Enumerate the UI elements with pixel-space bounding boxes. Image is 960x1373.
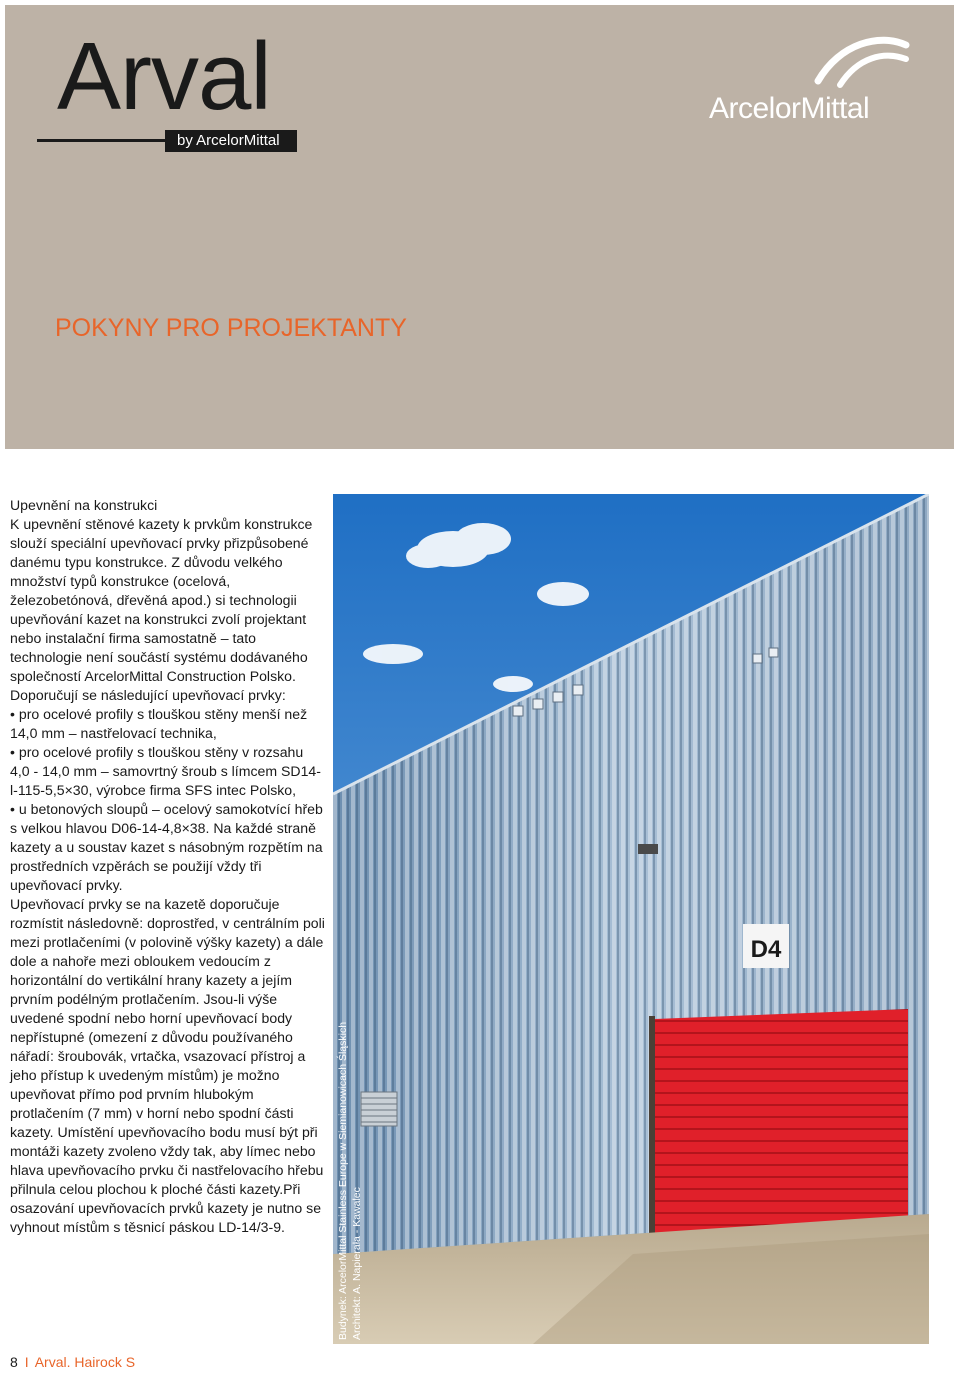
page-footer: [10, 1353, 135, 1371]
arcelormittal-wordmark: ArcelorMittal: [709, 92, 870, 125]
paragraph-placement: Upevňovací prvky se na kazetě doporučuje rozmístit následovně: doprostřed, v centrálním poli mezi protlačeními (v polovině výšky kazety) a dále dole a nahoře mezi obloukem vedoucím z horizontální do vertikální hrany kazety a jejím prvním podélným protlačením. Jsou-li výše uvedené spodní nebo horní upevňovací body nepřístupné (omezení z důvodu používaného nářadí: šroubovák, vrtačka, vsazovací přístroj a jeho přístup k uvedeným místům) je možno upevňovat přímo pod prvním hlubokým protlačením (7 mm) v horní nebo spodní části kazety. Umístění upevňovacího bodu musí být při montáži kazety zvoleno vždy tak, aby límec nebo hlava upevňovacího prvku či nastřelovacího hřebu přilnula celou plochou k ploché části kazety.Při osazování upevňovacích prvků kazety je nutno se vyhnout místům s těsnicí páskou LD-14/3-9.: [10, 896, 325, 1235]
footer-label: Arval. Hairock S: [34, 1354, 136, 1370]
paragraph-recommendation: Doporučují se následující upevňovací prvky:: [10, 687, 286, 703]
bullet-item: • pro ocelové profily s tlouškou stěny menší než 14,0 mm – nastřelovací technika,: [10, 706, 308, 741]
section-title: POKYNY PRO PROJEKTANTY: [55, 314, 407, 342]
page-number: 8: [10, 1354, 18, 1370]
caption-building: Budynek: ArcelorMittal Stainless Europe w Siemianowicach Śląskich: [337, 1021, 349, 1340]
photo-caption: [336, 1010, 364, 1340]
paragraph-intro: K upevnění stěnové kazety k prvkům konstrukce slouží speciální upevňovací prvky přizpůsobené danému typu konstrukce. Z důvodu velkého množství typů konstrukce (ocelová, železobetónová, dřevěná apod.) si technologii upevňování kazet na konstrukci zvolí projektant nebo instalační firma samostatně – tato technologie není součástí systému dodávaného společností ArcelorMittal Construction Polsko.: [10, 516, 313, 684]
arcelormittal-swoosh-icon: [810, 33, 910, 93]
bullet-item: • u betonových sloupů – ocelový samokotvící hřeb s velkou hlavou D06-14-4,8×38. Na každé straně kazety a u soustav kazet s násobným rozpětím na prostředních vzpěrách se použijí vždy tři upevňovací prvky.: [10, 801, 323, 893]
header-band: [5, 5, 954, 449]
building-photo-illustration: [333, 494, 929, 1344]
paragraph-heading: Upevnění na konstrukci: [10, 497, 158, 513]
building-photo: [333, 494, 929, 1344]
body-text: [10, 496, 326, 1237]
bullet-item: • pro ocelové profily s tlouškou stěny v rozsahu 4,0 - 14,0 mm – samovrtný šroub s límcem SD14-l-115-5,5×30, výrobce firma SFS intec Polsko,: [10, 744, 321, 798]
caption-architect: Architekt: A. Napierała - Kawalec: [351, 1187, 363, 1340]
arval-logo: [37, 23, 307, 157]
arval-tagline: by ArcelorMittal: [165, 130, 297, 152]
arval-wordmark: Arval: [57, 23, 271, 130]
footer-separator: I: [24, 1354, 29, 1370]
arcelormittal-logo: [705, 33, 915, 133]
arval-logo-rule: [37, 139, 165, 142]
door-sign-label: D4: [750, 936, 782, 963]
